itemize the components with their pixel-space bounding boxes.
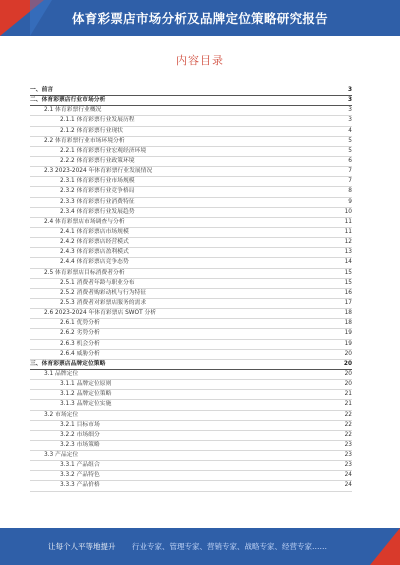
toc-entry-label: 3.1.2 品牌定位策略 bbox=[60, 391, 112, 398]
toc-entry-label: 2.4.3 体育彩票店盈利模式 bbox=[60, 249, 129, 256]
toc-entry-label: 2.3.2 体育彩票行业竞争格局 bbox=[60, 188, 135, 195]
toc-entry[interactable] bbox=[30, 127, 352, 137]
toc-entry-label: 2.1 体育彩票行业概况 bbox=[44, 107, 102, 114]
toc-entry-label: 2.2 体育彩票行业市场环境分析 bbox=[44, 137, 125, 144]
toc-entry-page: 3 bbox=[347, 87, 352, 93]
toc-entry[interactable] bbox=[30, 451, 352, 461]
toc-entry-page: 13 bbox=[344, 249, 352, 256]
toc-entry-label: 2.1.2 体育彩票行业现状 bbox=[60, 127, 123, 134]
toc-entry-page: 21 bbox=[344, 401, 352, 408]
toc-entry-label: 2.4.2 体育彩票店经营模式 bbox=[60, 239, 129, 246]
toc-entry-label: 2.4.1 体育彩票店市场规模 bbox=[60, 228, 129, 235]
toc-entry-label: 2.6.4 威胁分析 bbox=[60, 350, 100, 357]
toc-entry[interactable] bbox=[30, 106, 352, 116]
document-title: 体育彩票店市场分析及品牌定位策略研究报告 bbox=[71, 11, 328, 26]
toc-entry-page: 22 bbox=[344, 431, 352, 438]
toc-entry-page: 15 bbox=[344, 269, 352, 276]
toc-entry-page: 9 bbox=[348, 198, 352, 205]
toc-entry[interactable] bbox=[30, 299, 352, 309]
toc-entry[interactable] bbox=[30, 177, 352, 187]
toc-entry-page: 3 bbox=[348, 117, 352, 124]
toc-entry[interactable] bbox=[30, 86, 352, 96]
toc-entry-label: 2.2.1 体育彩票行业宏观经济环境 bbox=[60, 147, 147, 154]
toc-entry-page: 11 bbox=[344, 228, 352, 235]
toc-entry-page: 5 bbox=[348, 137, 352, 144]
toc-entry-label: 2.5.1 消费者年龄与职业分布 bbox=[60, 279, 135, 286]
toc-entry[interactable] bbox=[30, 319, 352, 329]
toc-entry-label: 3.3.1 产品组合 bbox=[60, 462, 100, 469]
toc-entry[interactable] bbox=[30, 289, 352, 299]
toc-entry-label: 3.3.3 产品价格 bbox=[60, 482, 100, 489]
toc-entry-page: 17 bbox=[344, 299, 352, 306]
toc-entry[interactable] bbox=[30, 137, 352, 147]
toc-entry[interactable] bbox=[30, 248, 352, 258]
toc-entry-page: 12 bbox=[344, 239, 352, 246]
toc-entry-label: 2.3.3 体育彩票行业消费特征 bbox=[60, 198, 135, 205]
toc-entry-label: 2.6 2023-2024 年体育彩票店 SWOT 分析 bbox=[44, 310, 157, 317]
toc-entry[interactable] bbox=[30, 309, 352, 319]
toc-entry-page: 21 bbox=[344, 391, 352, 398]
toc-entry-page: 24 bbox=[344, 482, 352, 489]
toc-entry-label: 二、体育彩票店行业市场分析 bbox=[30, 97, 106, 104]
toc-entry-label: 三、体育彩票店品牌定位策略 bbox=[30, 360, 106, 367]
toc-entry-page: 20 bbox=[343, 360, 352, 367]
toc-entry-page: 5 bbox=[348, 147, 352, 154]
toc-entry[interactable] bbox=[30, 370, 352, 380]
toc-entry-label: 3.1.1 品牌定位原则 bbox=[60, 381, 112, 388]
toc-entry[interactable] bbox=[30, 147, 352, 157]
toc-entry[interactable] bbox=[30, 431, 352, 441]
toc-entry[interactable] bbox=[30, 421, 352, 431]
toc-entry[interactable] bbox=[30, 411, 352, 421]
toc-heading: 内容目录 bbox=[176, 54, 224, 67]
toc-entry[interactable] bbox=[30, 187, 352, 197]
toc-entry-label: 3.3.2 产品特色 bbox=[60, 472, 100, 479]
toc-entry-page: 4 bbox=[348, 127, 352, 134]
toc-entry-label: 3.2.3 市场策略 bbox=[60, 441, 100, 448]
toc-entry[interactable] bbox=[30, 340, 352, 350]
toc-entry-page: 19 bbox=[344, 340, 352, 347]
toc-entry-label: 2.1.1 体育彩票行业发展历程 bbox=[60, 117, 135, 124]
toc-entry-page: 24 bbox=[344, 472, 352, 479]
toc-entry-label: 2.6.2 劣势分析 bbox=[60, 330, 100, 337]
toc-entry[interactable] bbox=[30, 441, 352, 451]
toc-entry-page: 23 bbox=[344, 452, 352, 459]
toc-entry[interactable] bbox=[30, 96, 352, 106]
toc-entry-label: 3.2.2 市场细分 bbox=[60, 431, 100, 438]
toc-entry-page: 7 bbox=[348, 178, 352, 185]
toc-entry[interactable] bbox=[30, 481, 352, 491]
toc-entry-page: 11 bbox=[344, 218, 352, 225]
toc-entry-page: 20 bbox=[344, 370, 352, 377]
toc-entry-page: 18 bbox=[344, 310, 352, 317]
toc-entry[interactable] bbox=[30, 360, 352, 370]
toc-entry[interactable] bbox=[30, 471, 352, 481]
toc-entry[interactable] bbox=[30, 157, 352, 167]
toc-entry-page: 3 bbox=[347, 97, 352, 104]
toc-entry[interactable] bbox=[30, 380, 352, 390]
toc-entry-page: 22 bbox=[344, 421, 352, 428]
toc-entry-label: 2.5 体育彩票店目标消费者分析 bbox=[44, 269, 125, 276]
toc-entry-page: 7 bbox=[348, 168, 352, 175]
toc-entry-label: 2.6.1 优势分析 bbox=[60, 320, 100, 327]
toc-entry-label: 2.6.3 机会分析 bbox=[60, 340, 100, 347]
toc-entry[interactable] bbox=[30, 329, 352, 339]
toc-entry[interactable] bbox=[30, 218, 352, 228]
toc-entry-label: 3.3 产品定位 bbox=[44, 452, 79, 459]
toc-entry-page: 22 bbox=[344, 411, 352, 418]
header-banner bbox=[0, 0, 400, 36]
toc-entry-label: 2.3.1 体育彩票行业市场规模 bbox=[60, 178, 135, 185]
toc-entry-label: 2.4.4 体育彩票店竞争态势 bbox=[60, 259, 129, 266]
toc-entry-page: 20 bbox=[344, 350, 352, 357]
footer-banner bbox=[0, 528, 400, 565]
toc-entry-label: 2.3.4 体育彩票行业发展趋势 bbox=[60, 208, 135, 215]
toc-entry-label: 2.5.2 消费者购彩动机与行为特征 bbox=[60, 289, 147, 296]
toc-entry-page: 23 bbox=[344, 441, 352, 448]
toc-entry-label: 3.1 品牌定位 bbox=[44, 370, 79, 377]
toc-entry[interactable] bbox=[30, 390, 352, 400]
toc-entry-label: 3.2.1 目标市场 bbox=[60, 421, 100, 428]
toc-entry[interactable] bbox=[30, 167, 352, 177]
toc-entry-label: 一、前言 bbox=[30, 87, 54, 93]
toc-entry-page: 20 bbox=[344, 381, 352, 388]
toc-entry[interactable] bbox=[30, 208, 352, 218]
toc-entry-page: 19 bbox=[344, 330, 352, 337]
toc-entry[interactable] bbox=[30, 461, 352, 471]
footer-slogan: 让每个人平等地提升 bbox=[48, 542, 116, 551]
toc-entry[interactable] bbox=[30, 279, 352, 289]
toc-entry[interactable] bbox=[30, 350, 352, 360]
footer-roles: 行业专家、管理专家、营销专家、战略专家、经营专家…… bbox=[132, 542, 327, 551]
toc-entry-label: 3.1.3 品牌定位实施 bbox=[60, 401, 112, 408]
toc-entry-page: 6 bbox=[348, 157, 352, 164]
toc-entry-label: 2.2.2 体育彩票行业政策环境 bbox=[60, 157, 135, 164]
toc-entry[interactable] bbox=[30, 269, 352, 279]
toc-entry[interactable] bbox=[30, 228, 352, 238]
toc-entry-page: 14 bbox=[344, 259, 352, 266]
toc-entry-page: 10 bbox=[344, 208, 352, 215]
toc-entry[interactable] bbox=[30, 198, 352, 208]
toc-entry-page: 23 bbox=[344, 462, 352, 469]
toc-entry[interactable] bbox=[30, 238, 352, 248]
toc-entry-page: 3 bbox=[348, 107, 352, 114]
toc-entry-label: 3.2 市场定位 bbox=[44, 411, 79, 418]
toc-entry-page: 8 bbox=[348, 188, 352, 195]
toc-entry-page: 18 bbox=[344, 320, 352, 327]
table-of-contents bbox=[30, 86, 352, 492]
footer-red-corner bbox=[370, 528, 400, 565]
toc-entry[interactable] bbox=[30, 400, 352, 410]
toc-entry-page: 15 bbox=[344, 279, 352, 286]
toc-entry-label: 2.4 体育彩票店市场调查与分析 bbox=[44, 218, 125, 225]
toc-entry[interactable] bbox=[30, 258, 352, 268]
toc-entry[interactable] bbox=[30, 116, 352, 126]
toc-entry-label: 2.5.3 消费者对彩票店服务的需求 bbox=[60, 299, 147, 306]
toc-entry-label: 2.3 2023-2024 年体育彩票行业发展情况 bbox=[44, 168, 153, 175]
toc-entry-page: 16 bbox=[344, 289, 352, 296]
